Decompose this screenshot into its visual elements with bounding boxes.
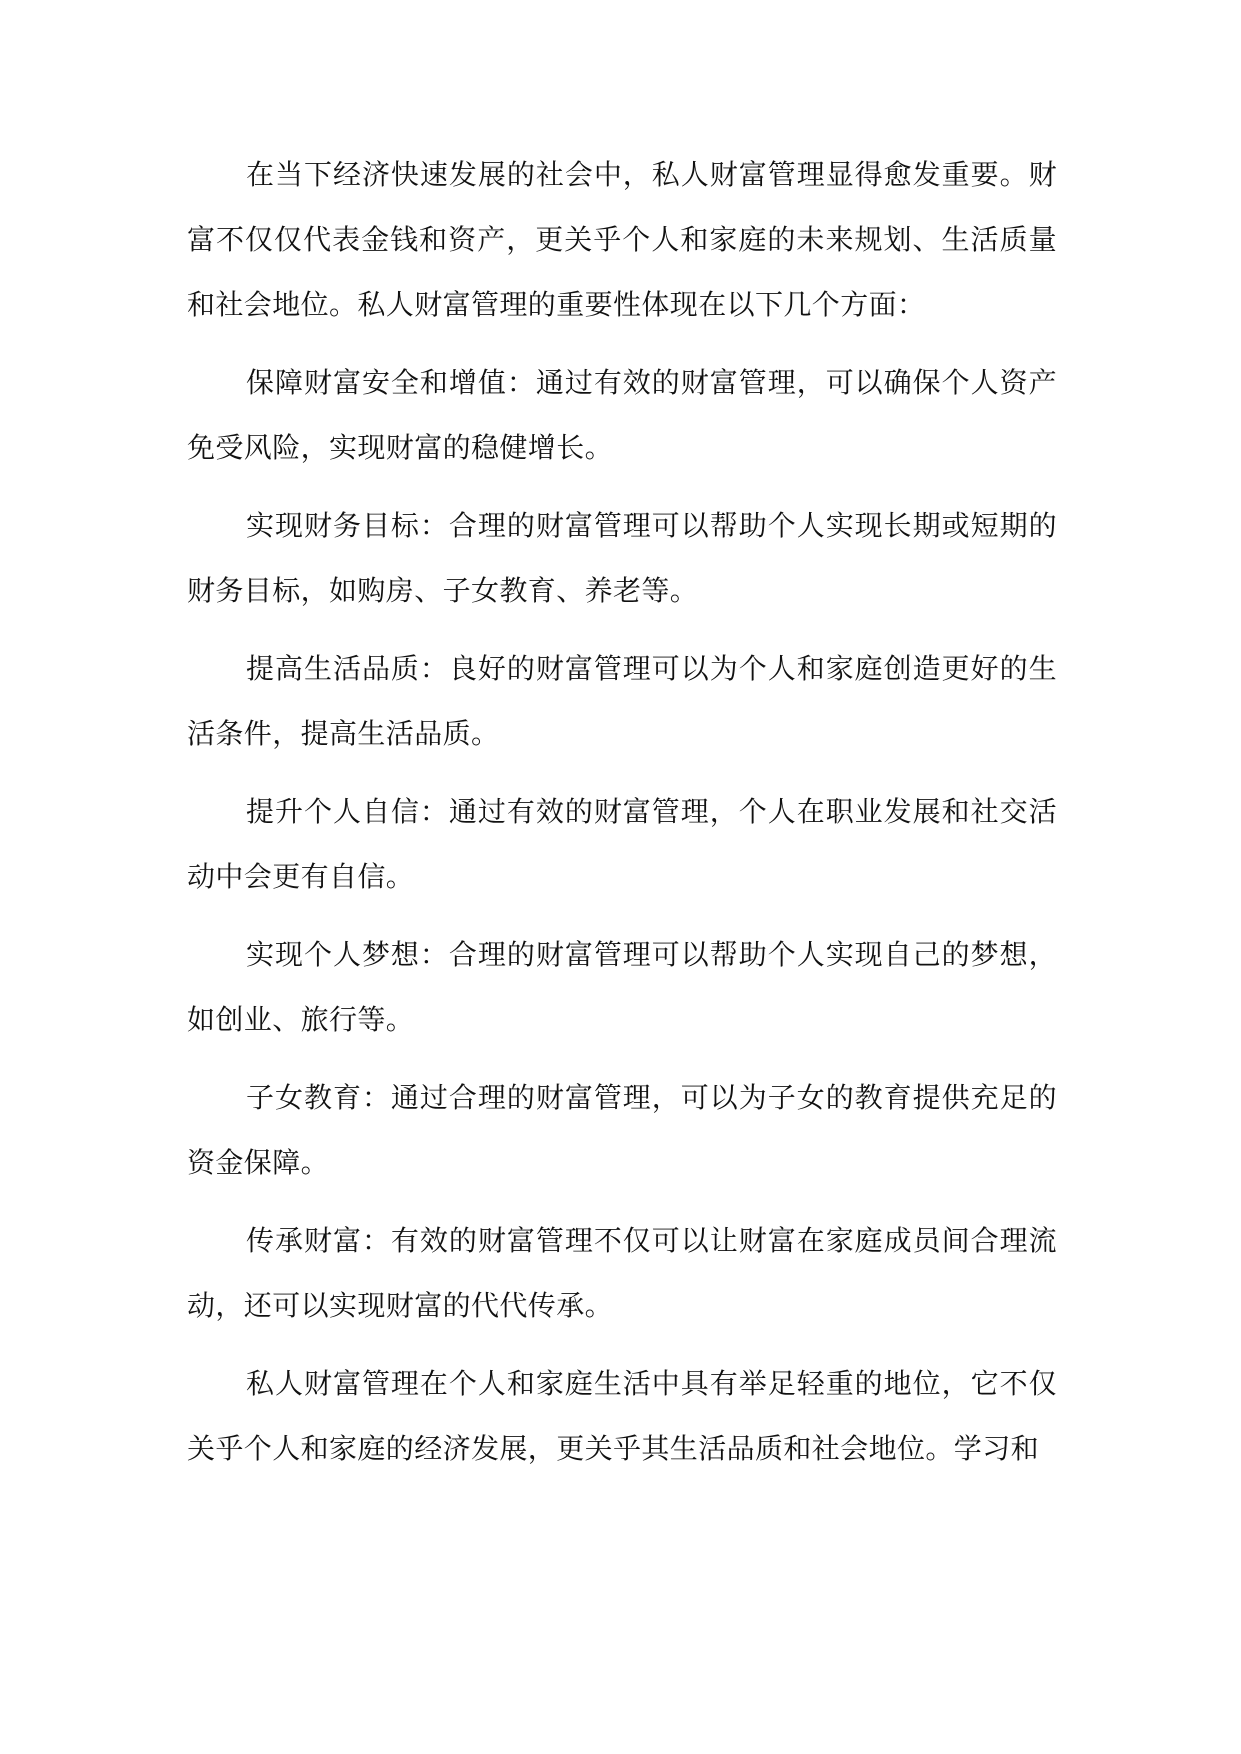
paragraph-life-quality: 提高生活品质：良好的财富管理可以为个人和家庭创造更好的生活条件，提高生活品质。 bbox=[187, 652, 1057, 750]
paragraph-inheritance: 传承财富：有效的财富管理不仅可以让财富在家庭成员间合理流动，还可以实现财富的代代传承。 bbox=[187, 1224, 1057, 1322]
paragraph-financial-goals: 实现财务目标：合理的财富管理可以帮助个人实现长期或短期的财务目标，如购房、子女教育、养老等。 bbox=[187, 509, 1057, 607]
document-body bbox=[187, 142, 1057, 1494]
paragraph-confidence: 提升个人自信：通过有效的财富管理，个人在职业发展和社交活动中会更有自信。 bbox=[187, 795, 1057, 893]
paragraph-wealth-safety: 保障财富安全和增值：通过有效的财富管理，可以确保个人资产免受风险，实现财富的稳健增长。 bbox=[187, 366, 1057, 464]
paragraph-dreams: 实现个人梦想：合理的财富管理可以帮助个人实现自己的梦想，如创业、旅行等。 bbox=[187, 938, 1057, 1036]
paragraph-children-education: 子女教育：通过合理的财富管理，可以为子女的教育提供充足的资金保障。 bbox=[187, 1081, 1057, 1179]
paragraph-conclusion: 私人财富管理在个人和家庭生活中具有举足轻重的地位，它不仅关乎个人和家庭的经济发展，更关乎其生活品质和社会地位。学习和 bbox=[187, 1367, 1057, 1465]
paragraph-intro: 在当下经济快速发展的社会中，私人财富管理显得愈发重要。财富不仅仅代表金钱和资产，更关乎个人和家庭的未来规划、生活质量和社会地位。私人财富管理的重要性体现在以下几个方面： bbox=[187, 158, 1057, 321]
